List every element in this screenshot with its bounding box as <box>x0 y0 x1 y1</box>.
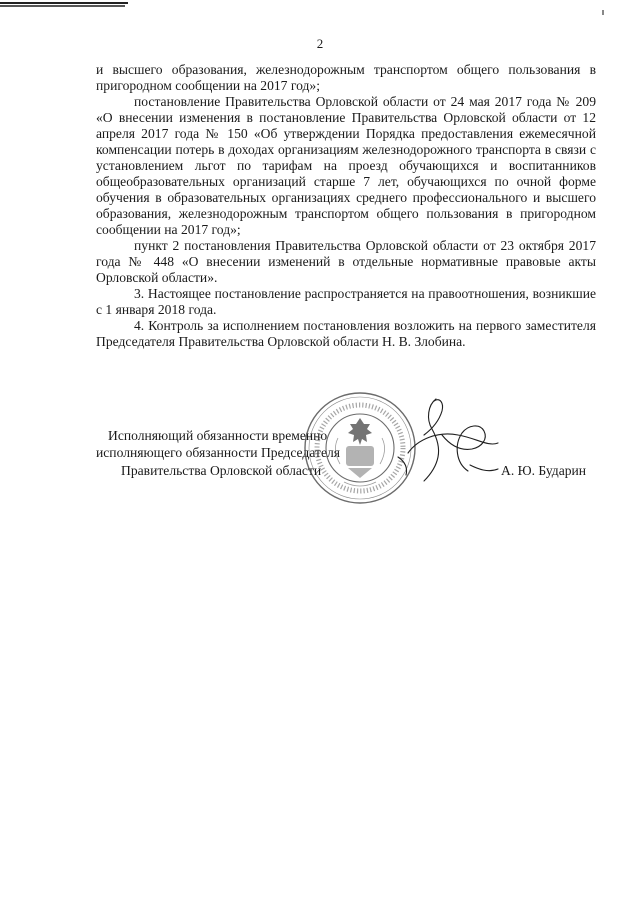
signer-title-line-3: Правительства Орловской области <box>121 463 322 478</box>
document-body <box>96 62 596 350</box>
signer-title-line-1: Исполняющий обязанности временно <box>108 428 328 443</box>
signer-title-line-2: исполняющего обязанности Председателя <box>96 445 341 460</box>
paragraph-resolution-209: постановление Правительства Орловской области от 24 мая 2017 года № 209 «О внесении изменения в постановление Правительства Орловской области от 12 апреля 2017 года № 150 «Об утверждении Порядка предоставления ежемесячной компенсации потерь в доходах организациям железнодорожного транспорта в связи с установлением льгот по тарифам на проезд обучающихся и воспитанников общеобразовательных организаций старше 7 лет, обучающихся по очной форме обучения в образовательных организациях среднего профессионального и высшего образования, железнодорожным транспортом общего пользования в пригородном сообщении на 2017 год»; <box>96 94 596 237</box>
paragraph-clause-3: 3. Настоящее постановление распространяется на правоотношения, возникшие с 1 января 2018 года. <box>96 286 596 317</box>
signer-name: А. Ю. Бударин <box>501 463 587 478</box>
paragraph-clause-4: 4. Контроль за исполнением постановления возложить на первого заместителя Председателя Правительства Орловской области Н. В. Злобина. <box>96 318 596 349</box>
signature-block <box>0 427 640 497</box>
paragraph-resolution-448: пункт 2 постановления Правительства Орловской области от 23 октября 2017 года № 448 «О внесении изменений в отдельные нормативные правовые акты Орловской области». <box>96 238 596 285</box>
scan-edge-line-secondary <box>0 5 125 7</box>
page-number: 2 <box>316 36 324 51</box>
paragraph-continuation: и высшего образования, железнодорожным транспортом общего пользования в пригородном сообщении на 2017 год»; <box>96 62 596 93</box>
scan-edge-line <box>0 2 128 4</box>
scan-corner-mark <box>602 10 604 15</box>
